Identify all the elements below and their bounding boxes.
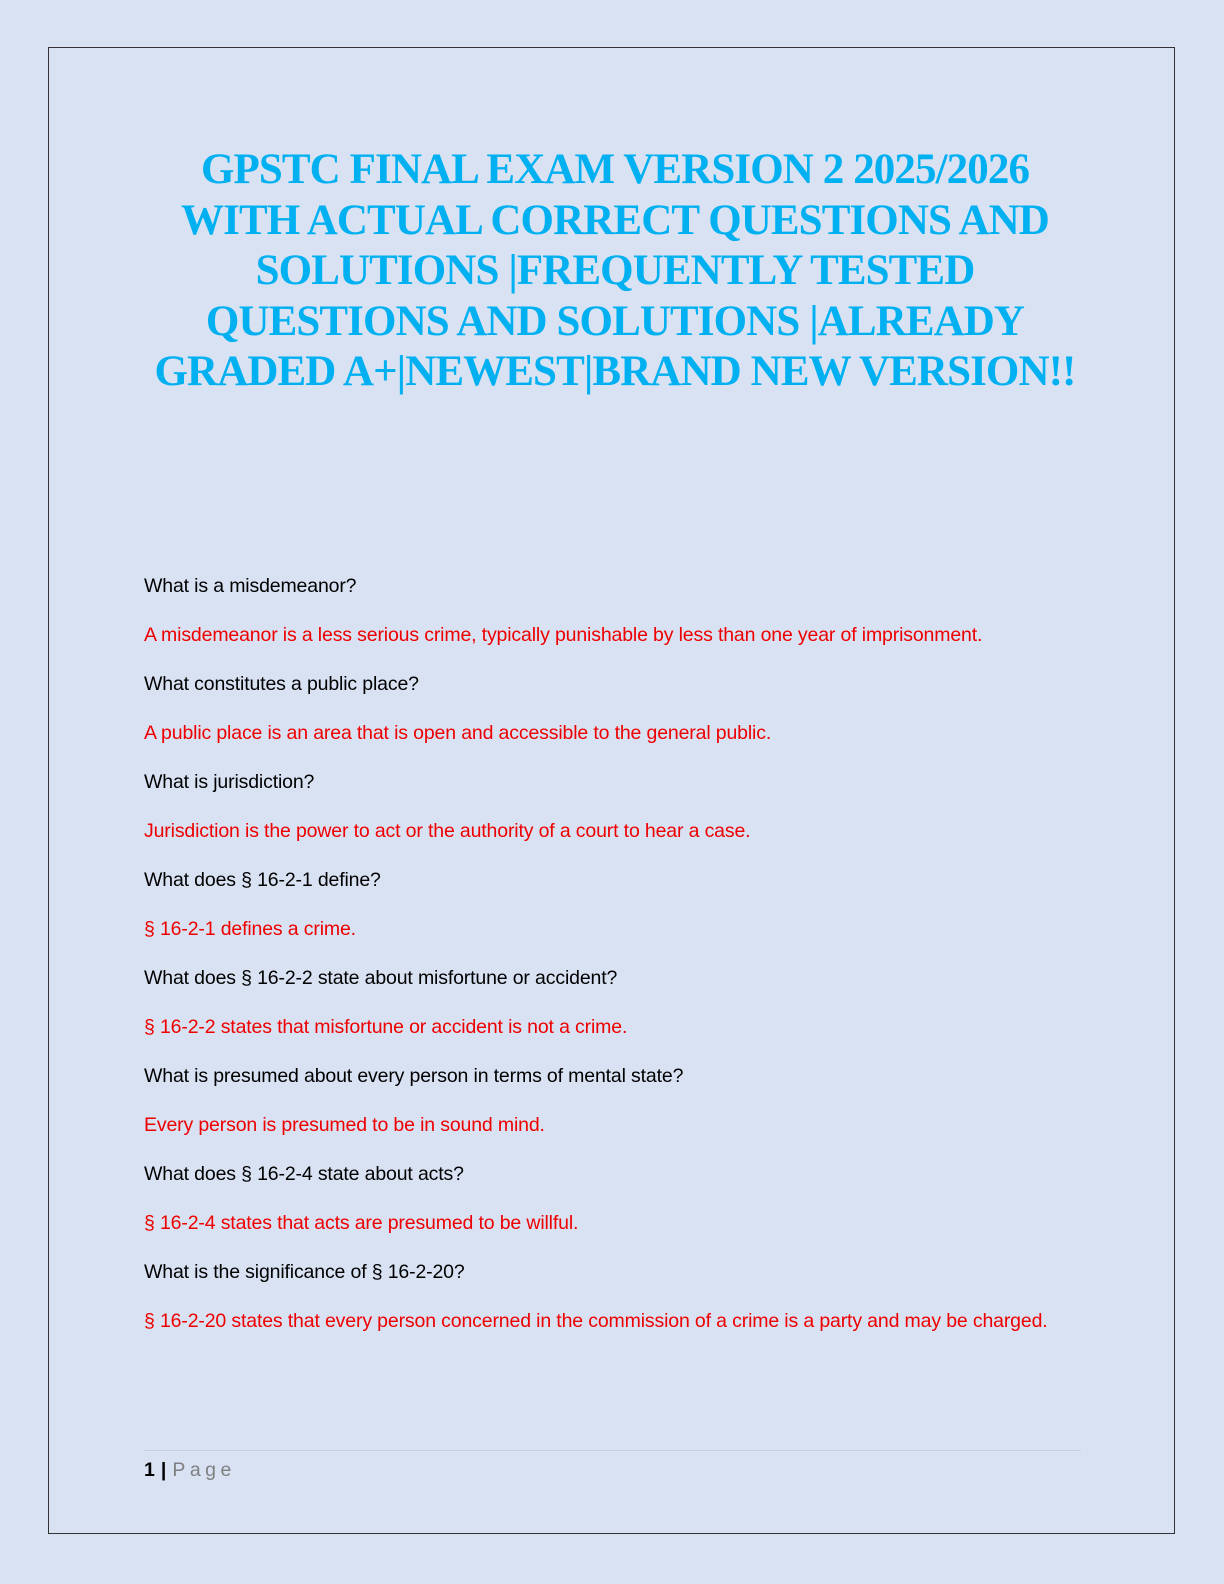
footer-divider [144, 1450, 1081, 1451]
answer-4: § 16-2-1 defines a crime. [144, 918, 356, 940]
question-7: What does § 16-2-4 state about acts? [144, 1163, 464, 1185]
page-label: Page [172, 1459, 236, 1481]
document-title: GPSTC FINAL EXAM VERSION 2 2025/2026 WITH ACTUAL CORRECT QUESTIONS AND SOLUTIONS |FREQUENTLY TESTED QUESTIONS AND SOLUTIONS |ALREADY GRADED A+|NEWEST|BRAND NEW VERSION!! [154, 146, 1076, 395]
question-6: What is presumed about every person in terms of mental state? [144, 1065, 684, 1087]
answer-8: § 16-2-20 states that every person concerned in the commission of a crime is a party and may be charged. [144, 1310, 1048, 1332]
question-2: What constitutes a public place? [144, 673, 419, 695]
question-1: What is a misdemeanor? [144, 575, 357, 597]
answer-7: § 16-2-4 states that acts are presumed to be willful. [144, 1212, 579, 1234]
answer-2: A public place is an area that is open and accessible to the general public. [144, 722, 772, 744]
question-5: What does § 16-2-2 state about misfortune or accident? [144, 967, 618, 989]
page-footer [144, 1453, 236, 1487]
answer-6: Every person is presumed to be in sound mind. [144, 1114, 545, 1136]
answer-5: § 16-2-2 states that misfortune or accident is not a crime. [144, 1016, 628, 1038]
page-number: 1 [144, 1459, 155, 1481]
question-3: What is jurisdiction? [144, 771, 315, 793]
answer-1: A misdemeanor is a less serious crime, typically punishable by less than one year of imprisonment. [144, 624, 983, 646]
answer-3: Jurisdiction is the power to act or the authority of a court to hear a case. [144, 820, 751, 842]
qa-list [144, 569, 1079, 1353]
footer-separator: | [160, 1459, 167, 1481]
question-4: What does § 16-2-1 define? [144, 869, 381, 891]
question-8: What is the significance of § 16-2-20? [144, 1261, 465, 1283]
